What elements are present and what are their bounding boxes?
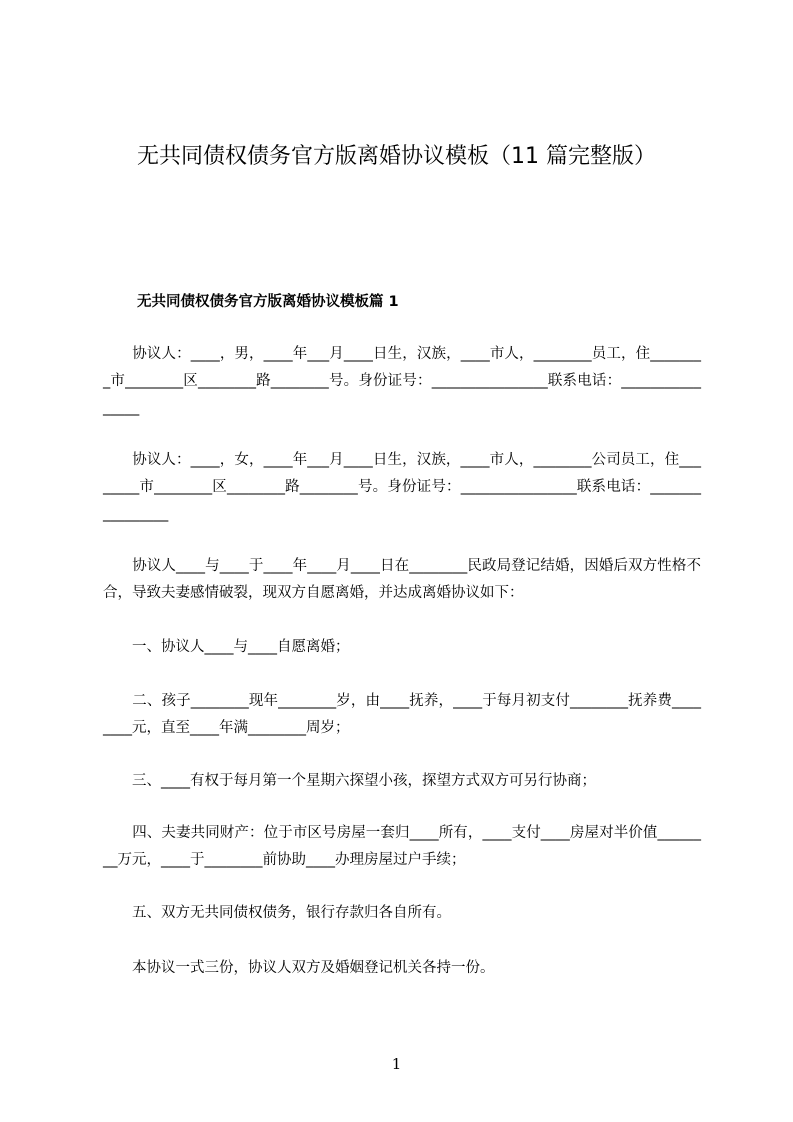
paragraph-clause-1: 一、协议人____与____自愿离婚； (103, 639, 350, 655)
document-title: 无共同债权债务官方版离婚协议模板（11 篇完整版） (137, 144, 656, 169)
section-title: 无共同债权债务官方版离婚协议模板篇 1 (137, 294, 399, 310)
paragraph-party-male: 协议人：____，男，____年___月____日生，汉族，____市人，________员工，住________市________区________路________号。身份证号：________________联系电话：________________ (103, 346, 701, 416)
page-number: 1 (391, 1055, 402, 1073)
paragraph-copies: 本协议一式三份，协议人双方及婚姻登记机关各持一份。 (103, 960, 495, 976)
paragraph-marriage-info: 协议人____与____于____年____月____日在________民政局登记结婚，因婚后双方性格不合，导致夫妻感情破裂，现双方自愿离婚，并达成离婚协议如下： (103, 558, 701, 601)
paragraph-clause-4: 四、夫妻共同财产：位于市区号房屋一套归____所有，____支付____房屋对半价值________万元，____于________前协助____办理房屋过户手续； (103, 825, 701, 868)
paragraph-clause-5: 五、双方无共同债权债务，银行存款归各自所有。 (103, 905, 451, 921)
paragraph-clause-2: 二、孩子________现年________岁，由____抚养，____于每月初支付________抚养费________元，直至____年满________周岁； (103, 693, 701, 736)
paragraph-party-female: 协议人：____，女，____年___月____日生，汉族，____市人，________公司员工，住________市________区________路________号。身份证号：________________联系电话：________________ (103, 452, 701, 522)
paragraph-clause-3: 三、____有权于每月第一个星期六探望小孩，探望方式双方可另行协商； (103, 773, 596, 789)
